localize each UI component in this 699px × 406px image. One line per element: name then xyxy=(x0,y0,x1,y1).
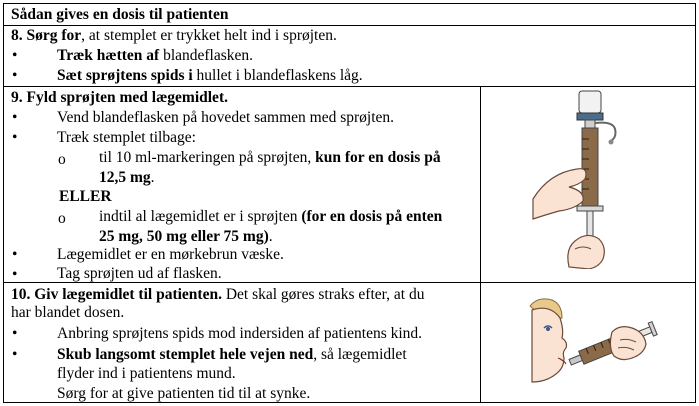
step-9-item-3: Lægemidlet er en mørkebrun væske. xyxy=(57,246,284,263)
step-9-item-1: Vend blandeflasken på hovedet sammen med sprøjten. xyxy=(57,109,395,126)
step-9-heading: 9. Fyld sprøjten med lægemidlet. xyxy=(11,89,228,106)
bullet-icon: • xyxy=(12,246,18,263)
bullet-icon: • xyxy=(12,325,18,342)
step-8-heading: 8. Sørg for, at stemplet er trykket helt ind i sprøjten. xyxy=(11,27,337,44)
step-10-item-2-cont: flyder ind i patientens mund. xyxy=(57,365,236,382)
column-divider xyxy=(480,86,481,403)
step-10-heading: 10. Giv lægemidlet til patienten. Det skal gøres straks efter, at du xyxy=(11,286,425,303)
instruction-table xyxy=(3,3,696,403)
step-8-item-2: Sæt sprøjtens spids i hullet i blandeflaskens låg. xyxy=(57,67,363,84)
bullet-icon: • xyxy=(12,129,18,146)
step-10-heading-cont: har blandet dosen. xyxy=(11,304,125,321)
bullet-icon: • xyxy=(12,346,18,363)
bullet-icon: • xyxy=(12,47,18,64)
child-oral-syringe-illustration xyxy=(528,296,668,386)
step-10-item-1: Anbring sprøjtens spids mod indersiden af patientens kind. xyxy=(57,325,423,342)
step-10-item-2: Skub langsomt stemplet hele vejen ned, så lægemidlet xyxy=(57,346,407,363)
sub-bullet-icon: o xyxy=(58,210,66,227)
bullet-icon: • xyxy=(12,109,18,126)
step-10-item-2-cont2: Sørg for at give patienten tid til at synke. xyxy=(57,385,311,402)
step-9-item-2: Træk stemplet tilbage: xyxy=(57,129,196,146)
step-8-item-1: Træk hætten af blandeflasken. xyxy=(57,47,254,64)
step-9-sub-1-cont: 12,5 mg. xyxy=(99,169,155,186)
syringe-in-vial-illustration xyxy=(529,89,649,269)
step-9-sub-2: indtil al lægemidlet er i sprøjten (for en dosis på enten xyxy=(99,208,443,225)
step-9-sub-2-cont: 25 mg, 50 mg eller 75 mg). xyxy=(99,228,273,245)
sub-bullet-icon: o xyxy=(58,151,66,168)
step-9-item-4: Tag sprøjten ud af flasken. xyxy=(57,265,222,282)
bullet-icon: • xyxy=(12,67,18,84)
step-9-sub-1: til 10 ml-markeringen på sprøjten, kun for en dosis på xyxy=(99,149,441,166)
bullet-icon: • xyxy=(12,266,18,283)
or-label: ELLER xyxy=(59,188,112,205)
row-divider xyxy=(4,86,695,87)
table-title: Sådan gives en dosis til patienten xyxy=(11,6,229,23)
